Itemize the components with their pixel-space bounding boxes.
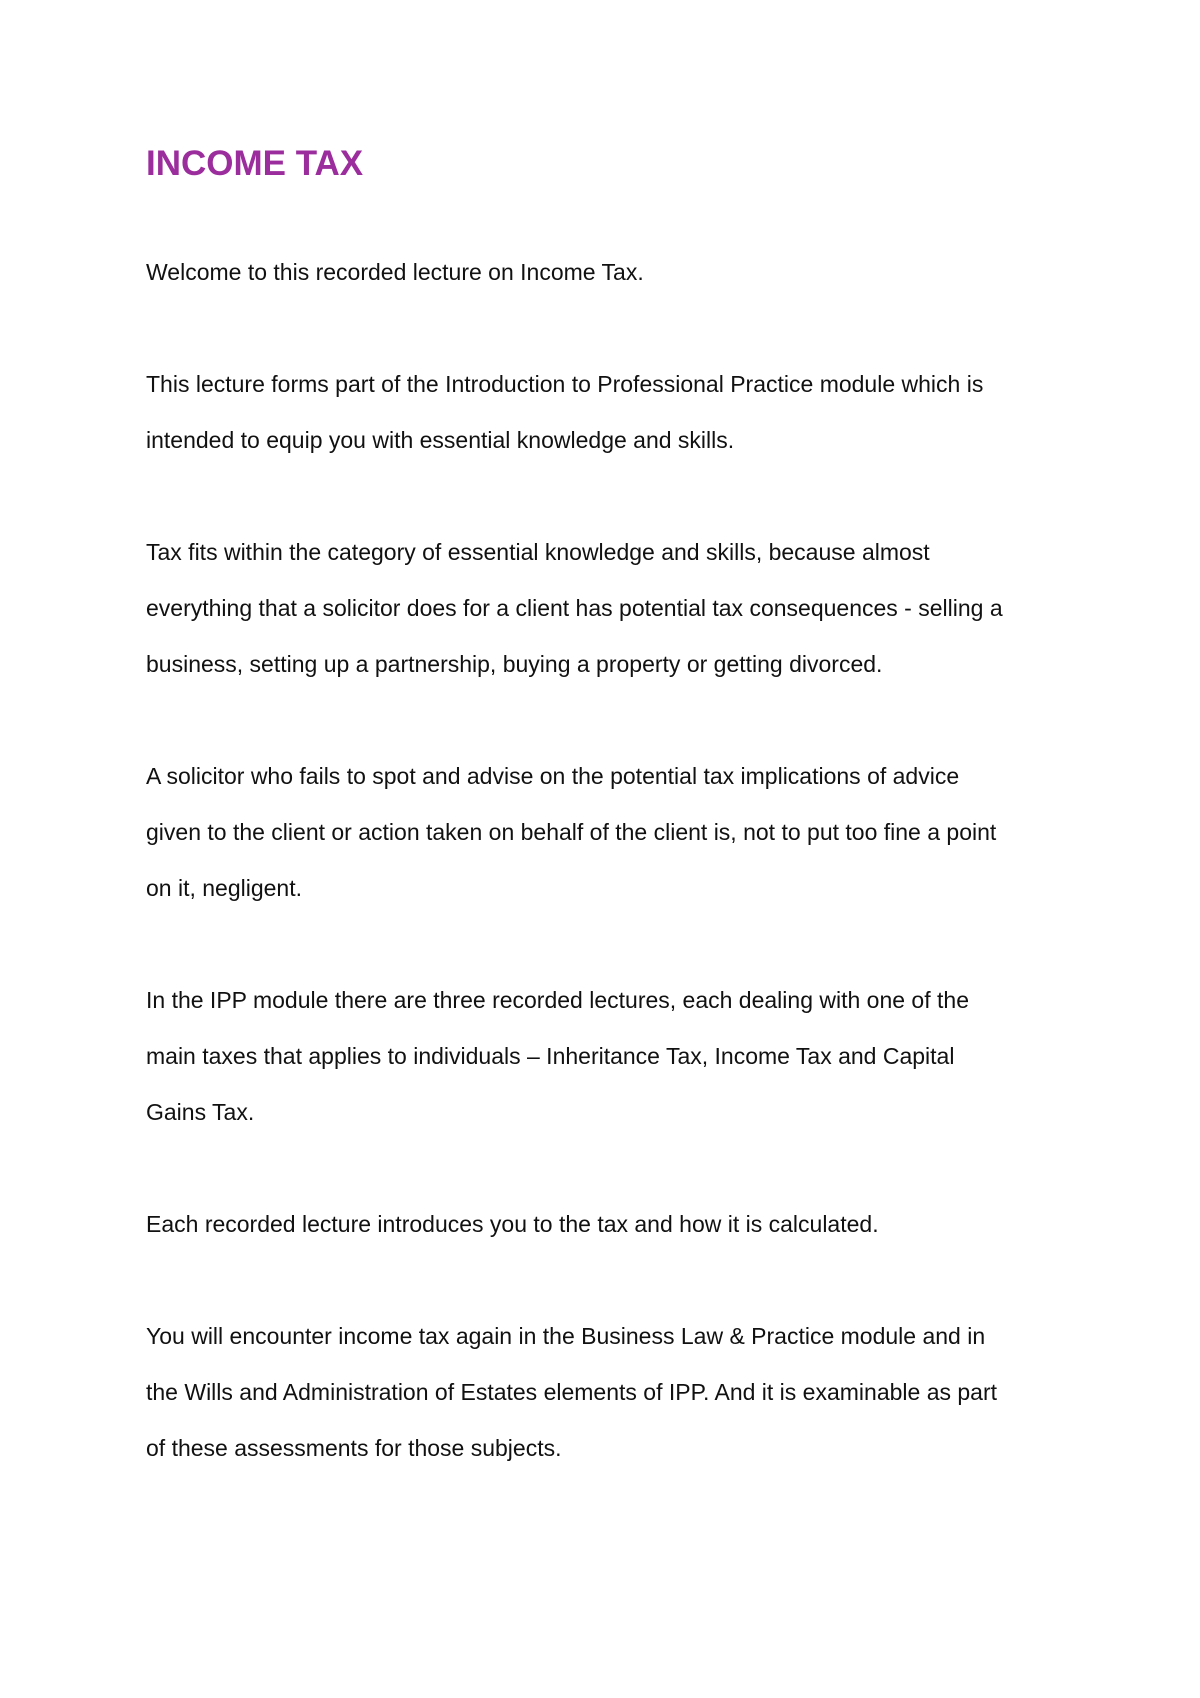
paragraph: [146, 1308, 1076, 1476]
page-title: INCOME TAX: [146, 144, 364, 183]
paragraph: [146, 1196, 1076, 1252]
paragraph-line: intended to equip you with essential knowledge and skills.: [146, 427, 735, 453]
paragraph-line: the Wills and Administration of Estates elements of IPP. And it is examinable as part: [146, 1379, 998, 1405]
paragraph: [146, 972, 1076, 1140]
paragraph-line: given to the client or action taken on behalf of the client is, not to put too fine a point: [146, 819, 997, 845]
paragraph-line: main taxes that applies to individuals – Inheritance Tax, Income Tax and Capital: [146, 1043, 955, 1069]
paragraph-line: on it, negligent.: [146, 875, 303, 901]
paragraph-line: You will encounter income tax again in the Business Law & Practice module and in: [146, 1323, 986, 1349]
paragraph-line: of these assessments for those subjects.: [146, 1435, 562, 1461]
paragraph-line: Gains Tax.: [146, 1099, 255, 1125]
paragraph: [146, 524, 1076, 692]
paragraph: [146, 356, 1076, 468]
paragraph: [146, 244, 1076, 300]
paragraph-line: business, setting up a partnership, buying a property or getting divorced.: [146, 651, 883, 677]
paragraph: [146, 748, 1076, 916]
paragraph-line: A solicitor who fails to spot and advise on the potential tax implications of advice: [146, 763, 960, 789]
document-body: [146, 244, 1076, 1532]
paragraph-line: Welcome to this recorded lecture on Income Tax.: [146, 259, 644, 285]
paragraph-line: This lecture forms part of the Introduction to Professional Practice module which is: [146, 371, 984, 397]
paragraph-line: Each recorded lecture introduces you to the tax and how it is calculated.: [146, 1211, 879, 1237]
paragraph-line: everything that a solicitor does for a client has potential tax consequences - selling a: [146, 595, 1003, 621]
paragraph-line: In the IPP module there are three recorded lectures, each dealing with one of the: [146, 987, 969, 1013]
paragraph-line: Tax fits within the category of essential knowledge and skills, because almost: [146, 539, 930, 565]
